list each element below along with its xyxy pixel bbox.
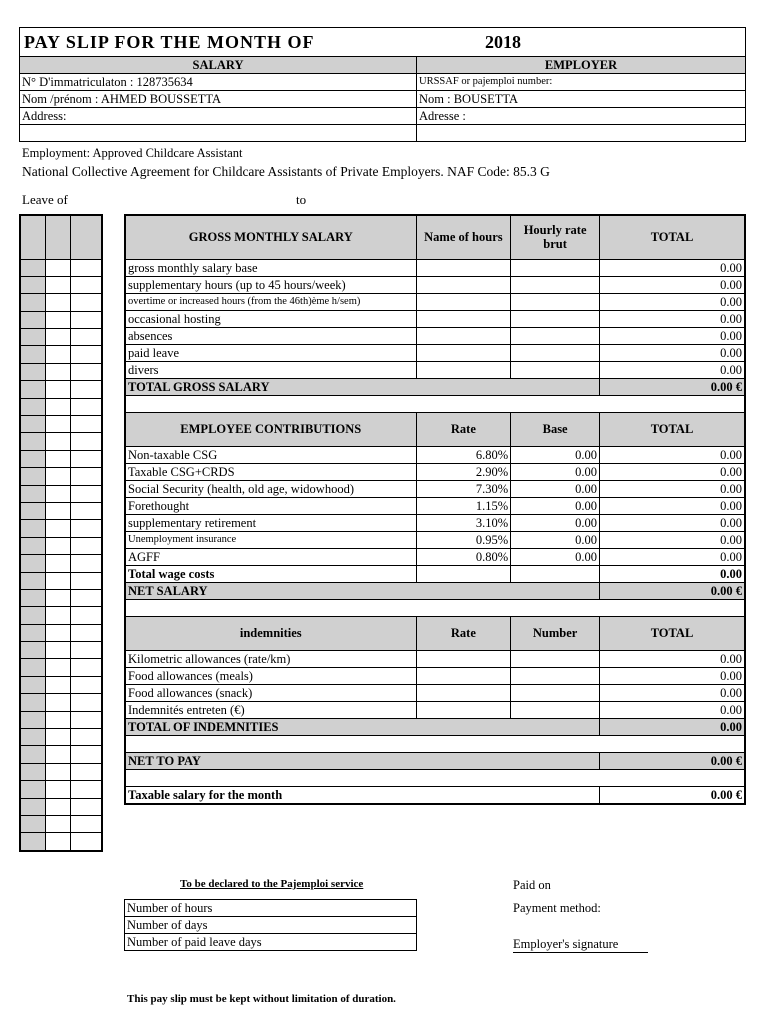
contribution-base: 0.00: [511, 531, 600, 548]
left-grid-cell: [46, 276, 71, 293]
left-grid-cell: [46, 729, 71, 746]
contribution-total: 0.00: [600, 480, 746, 497]
left-grid-cell: [46, 329, 71, 346]
indemnities-rate-header: Rate: [416, 616, 511, 650]
declared-row: Number of days: [125, 917, 417, 934]
left-grid-cell: [20, 589, 46, 606]
header-table: [19, 56, 746, 142]
left-grid-cell: [20, 781, 46, 798]
declared-title: To be declared to the Pajemploi service: [180, 878, 364, 890]
left-grid-cell: [46, 398, 71, 415]
left-grid-cell: [71, 589, 103, 606]
left-grid-cell: [46, 711, 71, 728]
left-grid-cell: [71, 711, 103, 728]
left-grid-cell: [71, 642, 103, 659]
left-grid-cell: [71, 729, 103, 746]
left-grid-cell: [46, 642, 71, 659]
gross-hours-header: Name of hours: [416, 215, 511, 259]
left-grid-cell: [20, 729, 46, 746]
left-grid-cell: [71, 798, 103, 815]
gross-row-total: 0.00: [600, 361, 746, 378]
left-grid-cell: [46, 520, 71, 537]
left-grid-cell: [71, 816, 103, 833]
left-grid-cell: [20, 555, 46, 572]
left-grid-cell: [20, 572, 46, 589]
left-grid-cell: [20, 259, 46, 276]
contribution-label: AGFF: [125, 548, 416, 565]
left-grid: [19, 214, 103, 852]
contribution-total: 0.00: [600, 548, 746, 565]
contribution-rate: 7.30%: [416, 480, 511, 497]
employee-address-line2: [20, 125, 417, 142]
left-grid-cell: [71, 607, 103, 624]
net-salary-label: NET SALARY: [125, 582, 600, 599]
taxable-salary-label: Taxable salary for the month: [125, 786, 600, 804]
contribution-total: 0.00: [600, 531, 746, 548]
left-grid-cell: [20, 329, 46, 346]
left-grid-cell: [20, 624, 46, 641]
total-gross-value: 0.00 €: [600, 378, 746, 395]
contribution-label: Non-taxable CSG: [125, 446, 416, 463]
footer-note: This pay slip must be kept without limitation of duration.: [127, 993, 396, 1005]
left-grid-cell: [46, 450, 71, 467]
left-grid-cell: [46, 624, 71, 641]
left-grid-cell: [46, 676, 71, 693]
left-grid-cell: [71, 746, 103, 763]
contribution-base: 0.00: [511, 497, 600, 514]
employer-number: URSSAF or pajemploi number:: [417, 74, 746, 91]
left-grid-cell: [71, 346, 103, 363]
left-grid-cell: [20, 294, 46, 311]
left-grid-cell: [71, 381, 103, 398]
gross-row-label: occasional hosting: [125, 310, 416, 327]
left-grid-cell: [20, 346, 46, 363]
contribution-label: supplementary retirement: [125, 514, 416, 531]
left-grid-cell: [71, 833, 103, 851]
left-grid-cell: [46, 468, 71, 485]
contribution-rate: 6.80%: [416, 446, 511, 463]
left-grid-cell: [71, 659, 103, 676]
left-grid-cell: [46, 763, 71, 780]
left-grid-cell: [71, 329, 103, 346]
left-grid-cell: [20, 676, 46, 693]
contribution-label: Forethought: [125, 497, 416, 514]
left-grid-cell: [20, 711, 46, 728]
left-grid-cell: [71, 215, 103, 259]
contribution-base: 0.00: [511, 514, 600, 531]
gross-row-total: 0.00: [600, 293, 746, 310]
left-grid-cell: [71, 276, 103, 293]
left-grid-cell: [20, 433, 46, 450]
contributions-base-header: Base: [511, 412, 600, 446]
declared-table: [124, 899, 417, 951]
total-indemnities-value: 0.00: [600, 718, 746, 735]
total-indemnities-label: TOTAL OF INDEMNITIES: [125, 718, 600, 735]
contribution-base: 0.00: [511, 446, 600, 463]
left-grid-cell: [20, 276, 46, 293]
left-grid-cell: [46, 589, 71, 606]
leave-of-label: Leave of: [22, 192, 68, 207]
declared-row: Number of paid leave days: [125, 934, 417, 951]
contribution-rate: 1.15%: [416, 497, 511, 514]
left-grid-cell: [71, 259, 103, 276]
left-grid-cell: [46, 816, 71, 833]
main-table: [124, 214, 746, 805]
contribution-total: 0.00: [600, 446, 746, 463]
gross-header: GROSS MONTHLY SALARY: [125, 215, 416, 259]
contribution-label: Unemployment insurance: [125, 531, 416, 548]
left-grid-cell: [46, 259, 71, 276]
gross-total-header: TOTAL: [600, 215, 746, 259]
left-grid-cell: [71, 416, 103, 433]
left-grid-cell: [20, 381, 46, 398]
left-grid-cell: [20, 520, 46, 537]
leave-to-label: to: [296, 192, 307, 207]
left-grid-cell: [46, 502, 71, 519]
contributions-total-header: TOTAL: [600, 412, 746, 446]
left-grid-cell: [71, 694, 103, 711]
contribution-label: Taxable CSG+CRDS: [125, 463, 416, 480]
salary-heading: SALARY: [20, 57, 417, 74]
gross-row-label: divers: [125, 361, 416, 378]
gross-row-label: paid leave: [125, 344, 416, 361]
left-grid-cell: [20, 607, 46, 624]
left-grid-cell: [20, 416, 46, 433]
indemnities-number-header: Number: [511, 616, 600, 650]
gross-row-total: 0.00: [600, 276, 746, 293]
left-grid-cell: [71, 485, 103, 502]
wage-costs-label: Total wage costs: [125, 565, 416, 582]
left-grid-cell: [20, 363, 46, 380]
employment-text: Employment: Approved Childcare Assistant: [22, 146, 243, 160]
left-grid-cell: [71, 363, 103, 380]
left-grid-cell: [46, 311, 71, 328]
left-grid-cell: [20, 485, 46, 502]
left-grid-cell: [71, 555, 103, 572]
contribution-rate: 2.90%: [416, 463, 511, 480]
left-grid-cell: [71, 468, 103, 485]
left-grid-cell: [20, 833, 46, 851]
contribution-total: 0.00: [600, 497, 746, 514]
left-grid-cell: [46, 381, 71, 398]
left-grid-cell: [71, 398, 103, 415]
employee-address: Address:: [20, 108, 417, 125]
contribution-total: 0.00: [600, 463, 746, 480]
agreement-text: National Collective Agreement for Childcare Assistants of Private Employers. NAF Code: 85.3 G: [22, 164, 550, 179]
title-box: [19, 27, 746, 57]
left-grid-cell: [71, 572, 103, 589]
indemnity-label: Food allowances (meals): [125, 667, 416, 684]
employer-signature-label: Employer's signature: [513, 937, 648, 953]
page-title: PAY SLIP FOR THE MONTH OF: [24, 32, 315, 52]
payment-method-label: Payment method:: [513, 901, 601, 915]
left-grid-cell: [46, 294, 71, 311]
contribution-label: Social Security (health, old age, widowhood): [125, 480, 416, 497]
employer-address-line2: [417, 125, 746, 142]
net-to-pay-label: NET TO PAY: [125, 752, 600, 769]
left-grid-cell: [71, 781, 103, 798]
left-grid-cell: [71, 763, 103, 780]
left-grid-cell: [20, 642, 46, 659]
wage-costs-value: 0.00: [600, 565, 746, 582]
left-grid-cell: [71, 520, 103, 537]
left-grid-cell: [20, 311, 46, 328]
left-grid-cell: [71, 624, 103, 641]
left-grid-cell: [46, 659, 71, 676]
gross-row-label: gross monthly salary base: [125, 259, 416, 276]
left-grid-cell: [46, 346, 71, 363]
employer-heading: EMPLOYER: [417, 57, 746, 74]
left-grid-cell: [46, 537, 71, 554]
net-to-pay-value: 0.00 €: [600, 752, 746, 769]
contribution-base: 0.00: [511, 548, 600, 565]
left-grid-cell: [20, 398, 46, 415]
gross-row-total: 0.00: [600, 344, 746, 361]
employer-name: Nom : BOUSETTA: [417, 91, 746, 108]
contribution-base: 0.00: [511, 480, 600, 497]
left-grid-cell: [20, 450, 46, 467]
indemnities-header: indemnities: [125, 616, 416, 650]
contribution-base: 0.00: [511, 463, 600, 480]
indemnity-total: 0.00: [600, 684, 746, 701]
left-grid-cell: [46, 833, 71, 851]
left-grid-cell: [20, 694, 46, 711]
net-salary-value: 0.00 €: [600, 582, 746, 599]
left-grid-cell: [46, 215, 71, 259]
left-grid-cell: [46, 363, 71, 380]
year: 2018: [485, 32, 521, 52]
gross-rate-header: Hourly rate brut: [511, 215, 600, 259]
left-grid-cell: [71, 537, 103, 554]
indemnity-label: Food allowances (snack): [125, 684, 416, 701]
left-grid-cell: [20, 215, 46, 259]
indemnity-total: 0.00: [600, 667, 746, 684]
left-grid-cell: [46, 746, 71, 763]
total-gross-label: TOTAL GROSS SALARY: [125, 378, 600, 395]
left-grid-cell: [20, 468, 46, 485]
gross-row-total: 0.00: [600, 327, 746, 344]
contribution-rate: 0.80%: [416, 548, 511, 565]
contribution-rate: 0.95%: [416, 531, 511, 548]
employee-name: Nom /prénom : AHMED BOUSSETTA: [20, 91, 417, 108]
contribution-total: 0.00: [600, 514, 746, 531]
gross-row-label: supplementary hours (up to 45 hours/week): [125, 276, 416, 293]
left-grid-cell: [20, 502, 46, 519]
left-grid-cell: [20, 798, 46, 815]
contributions-header: EMPLOYEE CONTRIBUTIONS: [125, 412, 416, 446]
left-grid-cell: [46, 694, 71, 711]
left-grid-cell: [71, 676, 103, 693]
indemnity-label: Indemnités entreten (€): [125, 701, 416, 718]
gross-row-label: overtime or increased hours (from the 46th)ème h/sem): [125, 293, 416, 310]
left-grid-cell: [46, 433, 71, 450]
indemnities-total-header: TOTAL: [600, 616, 746, 650]
left-grid-cell: [20, 746, 46, 763]
left-grid-cell: [71, 502, 103, 519]
left-grid-cell: [46, 555, 71, 572]
left-grid-cell: [46, 607, 71, 624]
left-grid-cell: [46, 572, 71, 589]
indemnity-label: Kilometric allowances (rate/km): [125, 650, 416, 667]
left-grid-cell: [71, 294, 103, 311]
registration-number: N° D'immatriculaton : 128735634: [20, 74, 417, 91]
left-grid-cell: [20, 537, 46, 554]
left-grid-cell: [20, 763, 46, 780]
indemnity-total: 0.00: [600, 650, 746, 667]
left-grid-cell: [71, 433, 103, 450]
left-grid-cell: [20, 659, 46, 676]
paid-on-label: Paid on: [513, 878, 551, 892]
taxable-salary-value: 0.00 €: [600, 786, 746, 804]
gross-row-total: 0.00: [600, 259, 746, 276]
gross-row-label: absences: [125, 327, 416, 344]
left-grid-cell: [46, 798, 71, 815]
left-grid-cell: [46, 781, 71, 798]
employer-address: Adresse :: [417, 108, 746, 125]
left-grid-cell: [20, 816, 46, 833]
contribution-rate: 3.10%: [416, 514, 511, 531]
declared-row: Number of hours: [125, 900, 417, 917]
contributions-rate-header: Rate: [416, 412, 511, 446]
left-grid-cell: [46, 416, 71, 433]
indemnity-total: 0.00: [600, 701, 746, 718]
left-grid-cell: [71, 311, 103, 328]
left-grid-cell: [46, 485, 71, 502]
gross-row-total: 0.00: [600, 310, 746, 327]
left-grid-cell: [71, 450, 103, 467]
